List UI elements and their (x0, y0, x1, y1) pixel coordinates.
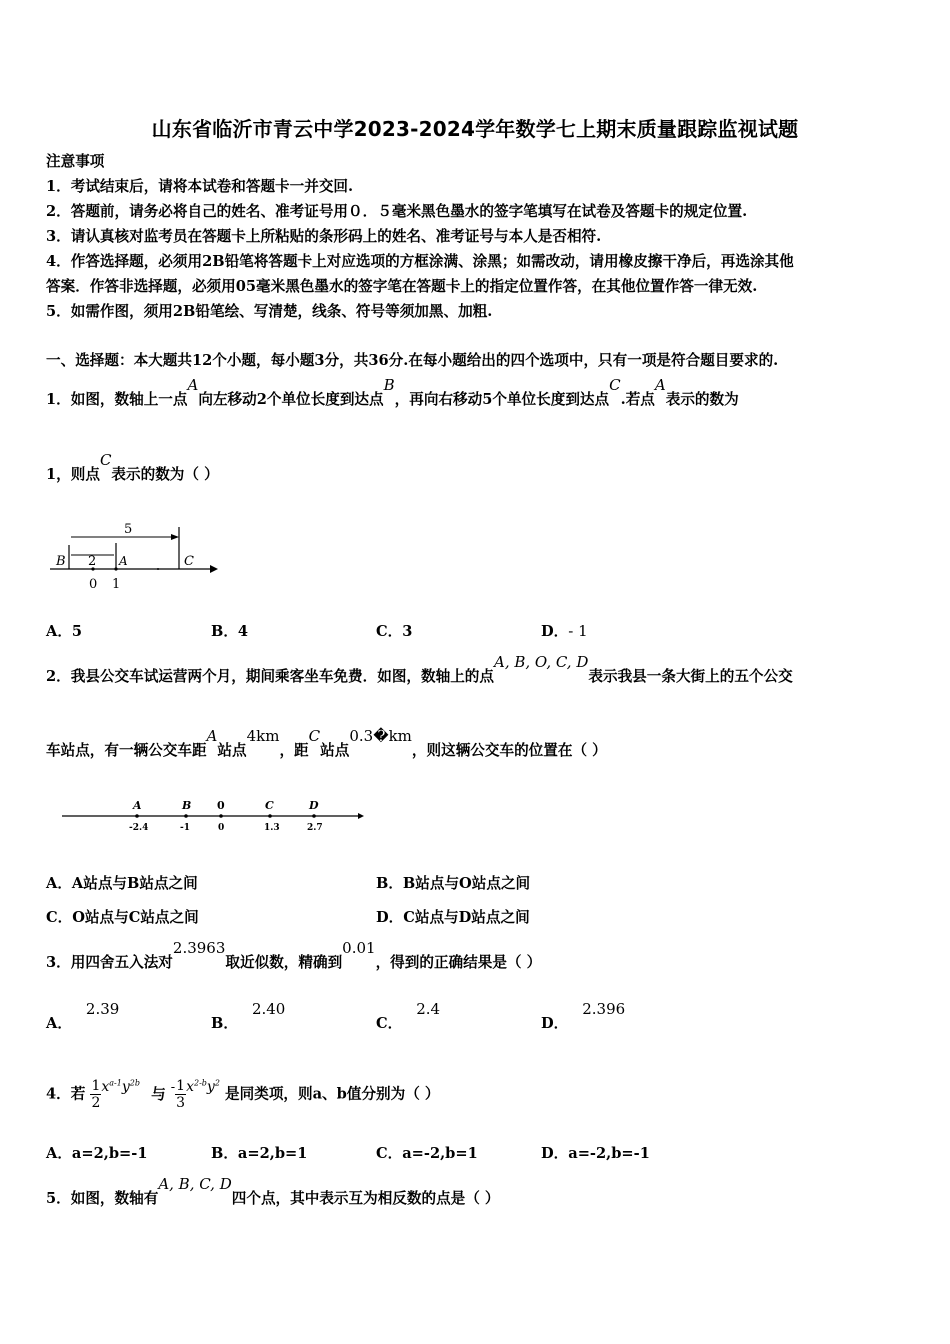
notice-item: 5．如需作图，须用2B铅笔绘、写清楚，线条、符号等须加黑、加粗. (46, 303, 493, 320)
q2-option[interactable]: C．O站点与C站点之间 (46, 909, 199, 926)
q3-math: 0.01 (342, 939, 376, 957)
q3-math: 2.3963 (172, 939, 226, 957)
notice-item: 答案．作答非选择题，必须用05毫米黑色墨水的签字笔在答题卡上的指定位置作答，在其他位置作答一律无效. (46, 278, 758, 295)
q2-text: 车站点，有一辆公交车距 (46, 742, 207, 759)
question-1-line-2 (46, 451, 219, 485)
notice-item: 1．考试结束后，请将本试卷和答题卡一并交回. (46, 178, 354, 195)
q3-option-label: D． (541, 1015, 569, 1032)
q3-option-value: 2.40 (251, 1000, 286, 1018)
question-2-line-1 (46, 653, 793, 687)
q2-math: A, B, O, C, D (493, 653, 589, 671)
q3-option-label: A． (46, 1015, 72, 1032)
question-4-line (46, 1068, 440, 1119)
q1-tick-label: 1 (112, 577, 121, 592)
q2-point-label: B (182, 799, 192, 812)
q1-point-label: C (184, 554, 194, 569)
q1-text: ，再向右移动5个单位长度到达点 (394, 391, 610, 408)
q1-option[interactable]: B．4 (211, 623, 249, 640)
q1-text: 1，则点 (46, 466, 100, 483)
q2-text: ，距 (279, 742, 309, 759)
q4-text: 是同类项，则a、b值分别为（ ） (225, 1085, 440, 1103)
q1-math: C (99, 451, 112, 469)
fraction-numerator: 1 (176, 1078, 186, 1095)
notice-heading: 注意事项 (46, 153, 105, 170)
q2-point-value: 1.3 (264, 823, 280, 833)
q1-number-line-figure (46, 515, 226, 595)
q1-point-label: A (119, 554, 128, 568)
q2-option[interactable]: B．B站点与O站点之间 (376, 875, 531, 892)
q2-math: A (206, 727, 218, 745)
q1-option-label: D． (541, 623, 569, 640)
q1-text: 表示的数为（ ） (111, 466, 219, 483)
q2-math: 4km (246, 727, 280, 745)
q1-math: A (654, 376, 666, 394)
q2-option[interactable]: A．A站点与B站点之间 (46, 875, 198, 892)
q4-fraction-1 (90, 1078, 101, 1111)
notice-item: 2．答题前，请务必将自己的姓名、准考证号用０．５毫米黑色墨水的签字笔填写在试卷及答题卡的规定位置. (46, 203, 748, 220)
q1-option-value: - 1 (568, 622, 588, 640)
fraction-numerator: 1 (91, 1078, 101, 1095)
q5-text: 5．如图，数轴有 (46, 1190, 159, 1207)
q1-option[interactable] (541, 620, 588, 641)
q3-option-label: C． (376, 1015, 403, 1032)
q1-math: B (383, 376, 395, 394)
q3-option-label: B． (211, 1015, 238, 1032)
q1-text: 向左移动2个单位长度到达点 (198, 391, 384, 408)
q1-math: C (609, 376, 621, 394)
q1-arrow-label: 5 (124, 522, 133, 537)
q4-text: 4．若 (46, 1085, 86, 1103)
q2-point-value: 0 (218, 823, 225, 833)
q3-option-value: 2.396 (582, 1000, 626, 1018)
q1-option[interactable]: A．5 (46, 623, 83, 640)
q5-math: A, B, C, D (158, 1175, 232, 1193)
fraction-denominator: 3 (176, 1095, 186, 1112)
q2-text: 站点 (320, 742, 350, 759)
q1-tick-label: 0 (89, 577, 98, 592)
q3-text: 取近似数，精确到 (225, 954, 343, 971)
q2-text: 表示我县一条大街上的五个公交 (588, 668, 793, 685)
q2-option[interactable]: D．C站点与D站点之间 (376, 909, 530, 926)
question-2-line-2 (46, 727, 607, 761)
q4-fraction-2 (175, 1078, 186, 1111)
q3-text: ，得到的正确结果是（ ） (375, 954, 542, 971)
q4-option[interactable]: D．a=-2,b=-1 (541, 1145, 650, 1162)
q1-text: 1．如图，数轴上一点 (46, 391, 188, 408)
q3-option-value: 2.4 (416, 1000, 441, 1018)
q2-point-value: -2.4 (129, 823, 149, 833)
q5-text: 四个点，其中表示互为相反数的点是（ ） (231, 1190, 500, 1207)
q2-point-value: 2.7 (307, 823, 323, 833)
question-3-line (46, 939, 542, 973)
q2-point-label: C (265, 799, 274, 812)
q2-math: C (308, 727, 321, 745)
q4-option[interactable]: B．a=2,b=1 (211, 1145, 308, 1162)
question-5-line (46, 1175, 500, 1209)
q2-point-label: D (309, 799, 319, 812)
q2-math: 0.3�km (349, 727, 412, 745)
page-title: 山东省临沂市青云中学2023-2024学年数学七上期末质量跟踪监视试题 (151, 117, 799, 141)
q3-option[interactable] (541, 1000, 626, 1033)
q4-text: 与 (151, 1085, 166, 1103)
q2-point-value: -1 (180, 823, 190, 833)
question-1-line-1 (46, 376, 739, 410)
q1-segment-label: 2 (88, 554, 97, 569)
notice-item: 3．请认真核对监考员在答题卡上所粘贴的条形码上的姓名、准考证号与本人是否相符. (46, 228, 602, 245)
q4-monomial-1: $x^{a-1}y^{2b}$ (101, 1078, 140, 1095)
q2-text: ，则这辆公交车的位置在（ ） (411, 742, 607, 759)
section-heading: 一、选择题：本大题共12个小题，每小题3分，共36分.在每小题给出的四个选项中，只有一项是符合题目要求的. (46, 352, 779, 369)
q1-point-label: B (56, 554, 66, 569)
q4-option[interactable]: C．a=-2,b=1 (376, 1145, 478, 1162)
q2-number-line-figure (58, 794, 368, 836)
fraction-denominator: 2 (91, 1095, 101, 1112)
q3-option[interactable] (376, 1000, 441, 1033)
q2-text: 站点 (217, 742, 247, 759)
q4-option[interactable]: A．a=2,b=-1 (46, 1145, 148, 1162)
q2-point-label: 0 (217, 799, 225, 812)
q3-option-value: 2.39 (85, 1000, 120, 1018)
q3-text: 3．用四舍五入法对 (46, 954, 173, 971)
q4-monomial-2: $x^{2-b}y^2$ (186, 1078, 220, 1095)
q3-option[interactable] (211, 1000, 286, 1033)
q2-text: 2．我县公交车试运营两个月，期间乘客坐车免费．如图，数轴上的点 (46, 668, 494, 685)
q1-text: .若点 (620, 391, 655, 408)
q3-option[interactable] (46, 1000, 120, 1033)
q4-minus: - (170, 1079, 176, 1095)
q1-option[interactable]: C．3 (376, 623, 413, 640)
q1-math: A (187, 376, 199, 394)
q2-point-label: A (133, 799, 142, 812)
q1-text: 表示的数为 (665, 391, 739, 408)
notice-item: 4．作答选择题，必须用2B铅笔将答题卡上对应选项的方框涂满、涂黑；如需改动，请用橡皮擦干净后，再选涂其他 (46, 253, 794, 270)
